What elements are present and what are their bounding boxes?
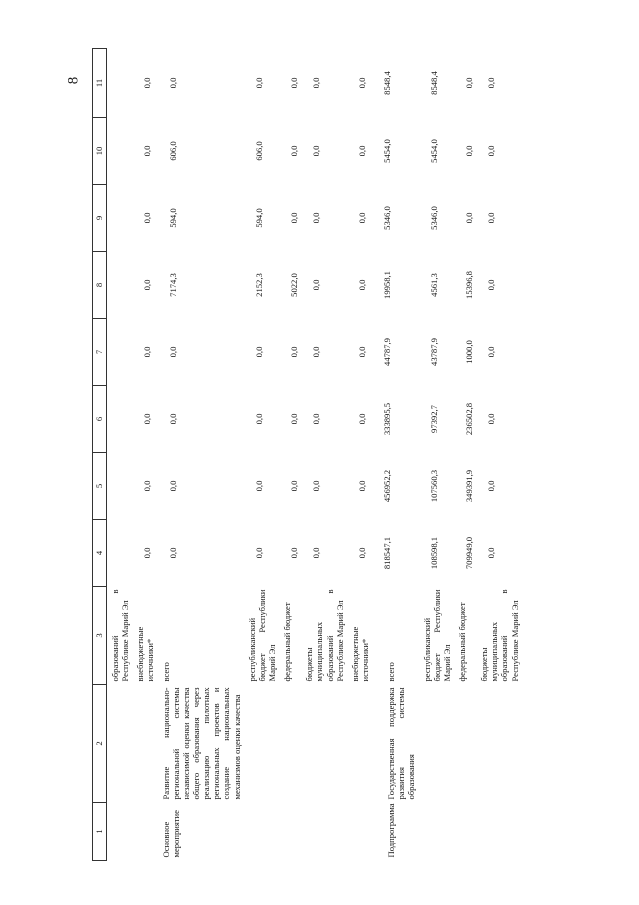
row-type-cell: Основное мероприятие xyxy=(160,810,181,858)
value-cell: 349391,9 xyxy=(463,469,474,503)
row-type-cell xyxy=(301,803,347,861)
value-cell: 0,0 xyxy=(486,480,497,492)
value-cell: 5346,0 xyxy=(428,206,439,230)
funding-source-cell: федеральный бюджет xyxy=(456,602,467,682)
value-cell: 107560,3 xyxy=(428,469,439,503)
row-name-cell xyxy=(347,685,372,803)
value-cell: 0,0 xyxy=(311,279,322,291)
value-cell: 0,0 xyxy=(142,346,153,358)
value-cell: 0,0 xyxy=(311,77,322,89)
value-cell: 0,0 xyxy=(167,480,178,492)
value-cell xyxy=(107,252,133,319)
row-type-cell xyxy=(132,803,157,861)
row-type-cell xyxy=(244,803,279,861)
value-cell xyxy=(107,185,133,252)
table-row xyxy=(419,49,454,861)
budget-table xyxy=(92,48,522,861)
value-cell: 0,0 xyxy=(253,547,264,559)
funding-source-cell: образований в Республике Марий Эл xyxy=(110,589,131,682)
row-name-cell xyxy=(419,685,454,803)
value-cell: 108598,1 xyxy=(428,536,439,570)
value-cell: 0,0 xyxy=(486,77,497,89)
value-cell: 0,0 xyxy=(463,212,474,224)
value-cell: 0,0 xyxy=(142,212,153,224)
value-cell: 594,0 xyxy=(167,208,178,228)
value-cell: 0,0 xyxy=(167,547,178,559)
table-row xyxy=(454,49,476,861)
row-name-cell xyxy=(244,685,279,803)
column-header: 7 xyxy=(93,319,107,386)
value-cell: 0,0 xyxy=(486,413,497,425)
funding-source-cell: республиканский бюджет Республики Марий Эл xyxy=(246,589,277,682)
value-cell: 0,0 xyxy=(486,279,497,291)
value-cell: 0,0 xyxy=(289,413,300,425)
value-cell: 0,0 xyxy=(289,77,300,89)
funding-source-cell: республиканский бюджет Республики Марий Эл xyxy=(421,589,452,682)
value-cell xyxy=(107,386,133,453)
value-cell: 4561,3 xyxy=(428,273,439,297)
value-cell: 0,0 xyxy=(142,77,153,89)
row-name-cell xyxy=(279,685,301,803)
value-cell: 43787,9 xyxy=(428,338,439,366)
value-cell: 0,0 xyxy=(253,346,264,358)
column-header: 8 xyxy=(93,252,107,319)
row-name-cell xyxy=(454,685,476,803)
value-cell: 5454,0 xyxy=(382,139,393,163)
funding-source-cell: бюджеты муниципальных образований в Республике Марий Эл xyxy=(479,589,520,682)
value-cell: 0,0 xyxy=(289,145,300,157)
column-header: 10 xyxy=(93,118,107,185)
value-cell: 456952,2 xyxy=(382,469,393,503)
row-type-cell xyxy=(476,803,522,861)
value-cell: 0,0 xyxy=(486,346,497,358)
row-type-cell xyxy=(107,803,133,861)
column-header: 2 xyxy=(93,685,107,803)
value-cell: 236502,8 xyxy=(463,402,474,436)
value-cell: 0,0 xyxy=(486,145,497,157)
value-cell: 0,0 xyxy=(356,547,367,559)
value-cell: 709949,0 xyxy=(463,536,474,570)
value-cell: 1000,0 xyxy=(463,340,474,364)
value-cell: 0,0 xyxy=(142,279,153,291)
value-cell: 0,0 xyxy=(311,480,322,492)
value-cell: 0,0 xyxy=(311,547,322,559)
page-number: 8 xyxy=(65,76,82,85)
value-cell xyxy=(107,453,133,520)
value-cell: 0,0 xyxy=(289,480,300,492)
value-cell: 594,0 xyxy=(253,208,264,228)
table-row xyxy=(279,49,301,861)
value-cell: 0,0 xyxy=(311,413,322,425)
value-cell: 0,0 xyxy=(167,413,178,425)
value-cell: 0,0 xyxy=(311,145,322,157)
value-cell: 333895,5 xyxy=(382,402,393,436)
value-cell: 0,0 xyxy=(142,145,153,157)
value-cell: 0,0 xyxy=(486,547,497,559)
value-cell: 5022,0 xyxy=(289,273,300,297)
funding-source-cell: внебюджетные источники* xyxy=(349,626,370,682)
row-name-cell xyxy=(301,685,347,803)
value-cell: 0,0 xyxy=(486,212,497,224)
column-header: 11 xyxy=(93,49,107,118)
value-cell: 44787,9 xyxy=(382,338,393,366)
value-cell: 0,0 xyxy=(167,77,178,89)
value-cell: 0,0 xyxy=(167,346,178,358)
value-cell: 7174,3 xyxy=(167,273,178,297)
table-row xyxy=(158,49,244,861)
row-name-cell: Развитие национально-региональной системы независимой оценки качества общего образования через реализацию пилотных региональных проектов и создание национальных механизмов оценки качества xyxy=(160,687,242,800)
value-cell: 97392,7 xyxy=(428,405,439,433)
value-cell: 0,0 xyxy=(356,212,367,224)
value-cell: 0,0 xyxy=(289,346,300,358)
column-header: 6 xyxy=(93,386,107,453)
row-name-cell xyxy=(107,685,133,803)
value-cell: 5346,0 xyxy=(382,206,393,230)
row-type-cell xyxy=(279,803,301,861)
funding-source-cell: федеральный бюджет xyxy=(282,602,293,682)
value-cell: 606,0 xyxy=(167,141,178,161)
value-cell: 0,0 xyxy=(311,346,322,358)
column-header: 5 xyxy=(93,453,107,520)
funding-source-cell: бюджеты муниципальных образований в Республике Марий Эл xyxy=(304,589,345,682)
table-body xyxy=(107,49,522,861)
column-header: 1 xyxy=(93,803,107,861)
value-cell: 0,0 xyxy=(253,77,264,89)
value-cell: 5454,0 xyxy=(428,139,439,163)
table-row xyxy=(347,49,372,861)
column-header: 9 xyxy=(93,185,107,252)
row-type-cell xyxy=(454,803,476,861)
value-cell: 0,0 xyxy=(289,547,300,559)
value-cell: 0,0 xyxy=(356,346,367,358)
funding-source-cell: всего xyxy=(160,662,171,682)
row-type-cell: Подпрограмма xyxy=(386,803,397,858)
column-header: 3 xyxy=(93,587,107,685)
value-cell xyxy=(107,118,133,185)
rotated-table-container xyxy=(92,49,537,861)
row-name-cell xyxy=(132,685,157,803)
table-row xyxy=(107,49,133,861)
value-cell: 0,0 xyxy=(253,480,264,492)
value-cell xyxy=(107,319,133,386)
value-cell: 8548,4 xyxy=(382,71,393,95)
row-type-cell xyxy=(419,803,454,861)
value-cell: 606,0 xyxy=(253,141,264,161)
value-cell: 19958,1 xyxy=(382,271,393,299)
value-cell: 0,0 xyxy=(142,480,153,492)
table-row xyxy=(244,49,279,861)
funding-source-cell: внебюджетные источники* xyxy=(135,626,156,682)
value-cell: 0,0 xyxy=(356,279,367,291)
value-cell: 0,0 xyxy=(253,413,264,425)
value-cell: 15396,8 xyxy=(463,271,474,299)
row-type-cell xyxy=(347,803,372,861)
value-cell: 2152,3 xyxy=(253,273,264,297)
value-cell: 0,0 xyxy=(356,77,367,89)
value-cell: 0,0 xyxy=(142,413,153,425)
value-cell: 0,0 xyxy=(356,145,367,157)
header-row xyxy=(93,49,107,861)
table-row xyxy=(476,49,522,861)
value-cell xyxy=(107,520,133,587)
value-cell: 0,0 xyxy=(463,145,474,157)
value-cell xyxy=(107,49,133,118)
funding-source-cell: всего xyxy=(386,662,397,682)
value-cell: 0,0 xyxy=(142,547,153,559)
table-row xyxy=(132,49,157,861)
value-cell: 0,0 xyxy=(356,480,367,492)
row-name-cell: Государственная поддержка развития системы образования xyxy=(386,687,417,800)
column-header: 4 xyxy=(93,520,107,587)
value-cell: 0,0 xyxy=(311,212,322,224)
value-cell: 8548,4 xyxy=(428,71,439,95)
table-row xyxy=(372,49,418,861)
table-row xyxy=(301,49,347,861)
value-cell: 0,0 xyxy=(289,212,300,224)
value-cell: 818547,1 xyxy=(382,536,393,570)
value-cell: 0,0 xyxy=(356,413,367,425)
row-name-cell xyxy=(476,685,522,803)
value-cell: 0,0 xyxy=(463,77,474,89)
